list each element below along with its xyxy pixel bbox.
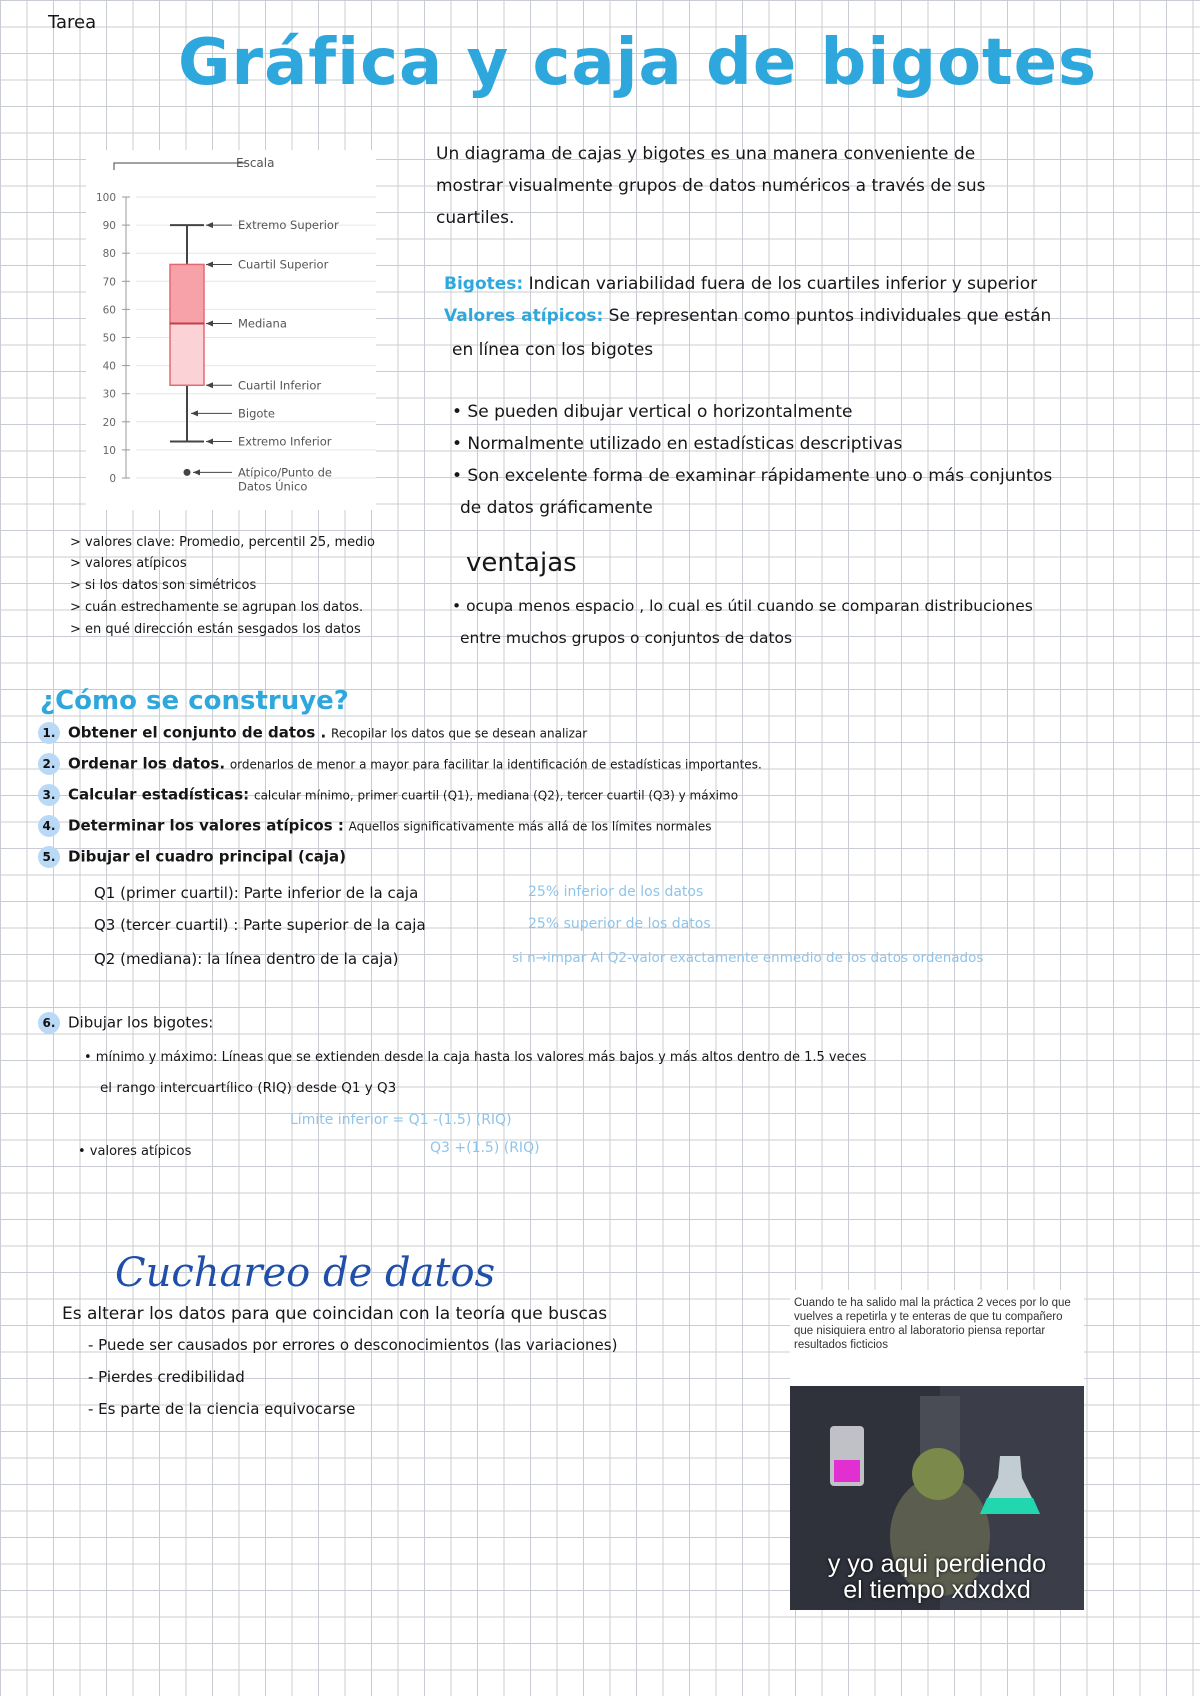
boxplot-figure: [86, 150, 376, 510]
arrow-left-icon: [191, 410, 198, 416]
sub-q1-note: 25% inferior de los datos: [528, 884, 704, 900]
tick-label: 60: [102, 304, 116, 317]
tick-label: 100: [95, 192, 116, 204]
bullet-1: • Se pueden dibujar vertical o horizontalmente: [452, 402, 853, 422]
step-4-title: Determinar los valores atípicos :: [68, 816, 344, 835]
step-2-number: 2.: [38, 753, 60, 775]
step-6-outliers: • valores atípicos: [78, 1144, 192, 1159]
step-1-number: 1.: [38, 722, 60, 744]
tick-label: 20: [102, 416, 116, 429]
def-atipicos-label: Valores atípicos:: [444, 306, 604, 326]
step-3-title: Calcular estadísticas:: [68, 785, 250, 804]
bullet-3: • Son excelente forma de examinar rápidamente uno o más conjuntos: [452, 466, 1053, 486]
tick-label: 50: [102, 332, 116, 345]
note-4: > cuán estrechamente se agrupan los datos.: [70, 600, 364, 615]
ventajas-line-2: entre muchos grupos o conjuntos de datos: [460, 629, 793, 647]
scale-arrow-icon: [114, 163, 246, 170]
arrow-left-icon: [206, 320, 213, 326]
boxplot-outlier-point: [184, 469, 191, 476]
step-2-text: ordenarlos de menor a mayor para facilitar la identificación de estadísticas importantes.: [229, 757, 762, 772]
step-4-number: 4.: [38, 815, 60, 837]
bullet-3-cont: de datos gráficamente: [460, 498, 653, 518]
note-3: > si los datos son simétricos: [70, 578, 257, 593]
step-2-title: Ordenar los datos.: [68, 754, 226, 773]
cuchareo-heading: Cuchareo de datos: [115, 1250, 496, 1296]
scale-label: Escala: [236, 156, 275, 170]
label-cuartil-superior: Cuartil Superior: [238, 257, 329, 272]
meme-image: [790, 1386, 1084, 1610]
def-bigotes: [444, 268, 1037, 300]
boxplot-box-upper: [170, 264, 204, 323]
ventajas-line-1: • ocupa menos espacio , lo cual es útil cuando se comparan distribuciones: [452, 597, 1033, 615]
meme-text-2: el tiempo xdxdxd: [843, 1576, 1031, 1604]
step-3-number: 3.: [38, 784, 60, 806]
note-2: > valores atípicos: [70, 556, 187, 571]
character-head: [912, 1448, 964, 1500]
def-atipicos-text-2: en línea con los bigotes: [452, 340, 654, 360]
step-6-line-2: el rango intercuartílico (RIQ) desde Q1 y Q3: [100, 1080, 397, 1096]
cuchareo-item-2: - Pierdes credibilidad: [88, 1368, 245, 1386]
arrow-left-icon: [206, 438, 213, 444]
boxplot-svg: [86, 150, 376, 510]
def-atipicos-text: Se representan como puntos individuales que están: [608, 306, 1052, 326]
tick-label: 40: [102, 360, 116, 373]
sub-q3-note: 25% superior de los datos: [528, 916, 711, 932]
cuchareo-item-3: - Es parte de la ciencia equivocarse: [88, 1400, 356, 1418]
label-extremo-superior: Extremo Superior: [238, 218, 339, 233]
tick-label: 90: [102, 220, 116, 233]
step-3-text: calcular mínimo, primer cuartil (Q1), mediana (Q2), tercer cuartil (Q3) y máximo: [253, 788, 739, 803]
meme-text-1: y yo aqui perdiendo: [827, 1550, 1047, 1578]
tick-label: 10: [102, 444, 116, 457]
tick-label: 0: [109, 473, 116, 485]
step-4-text: Aquellos significativamente más allá de los límites normales: [348, 819, 712, 834]
step-6-number: 6.: [38, 1012, 60, 1034]
page-title: Gráfica y caja de bigotes: [178, 26, 1098, 100]
bullet-2: • Normalmente utilizado en estadísticas descriptivas: [452, 434, 903, 454]
cuchareo-line-1: Es alterar los datos para que coincidan con la teoría que buscas: [62, 1304, 608, 1324]
step-3: [38, 784, 738, 806]
step-5-number: 5.: [38, 846, 60, 868]
def-bigotes-label: Bigotes:: [444, 274, 524, 294]
def-bigotes-text: Indican variabilidad fuera de los cuartiles inferior y superior: [528, 274, 1038, 294]
step-2: [38, 753, 762, 775]
label-mediana: Mediana: [238, 316, 287, 331]
step-6-title: Dibujar los bigotes:: [68, 1013, 214, 1032]
step-1-text: Recopilar los datos que se desean analizar: [331, 726, 588, 741]
arrow-left-icon: [206, 261, 213, 267]
boxplot-box-lower: [170, 323, 204, 385]
tick-label: 70: [102, 276, 116, 289]
sub-q1: Q1 (primer cuartil): Parte inferior de la caja: [94, 884, 419, 902]
limit-upper: Q3 +(1.5) (RIQ): [430, 1140, 540, 1156]
arrow-left-icon: [206, 382, 213, 388]
step-1: [38, 722, 587, 744]
step-1-title: Obtener el conjunto de datos .: [68, 723, 327, 742]
ventajas-heading: ventajas: [466, 548, 577, 578]
intro-line-1: Un diagrama de cajas y bigotes es una manera conveniente de: [436, 144, 976, 164]
liquid-pink: [834, 1460, 860, 1482]
arrow-left-icon: [206, 222, 213, 228]
header-label: Tarea: [48, 12, 97, 33]
limit-lower: Límite inferior = Q1 -(1.5) (RIQ): [290, 1112, 512, 1128]
intro-line-2: mostrar visualmente grupos de datos numéricos a través de sus: [436, 176, 986, 196]
label-cuartil-inferior: Cuartil Inferior: [238, 378, 322, 393]
note-1: > valores clave: Promedio, percentil 25, medio: [70, 535, 375, 550]
intro-line-3: cuartiles.: [436, 208, 515, 228]
step-6-line-1: • mínimo y máximo: Líneas que se extienden desde la caja hasta los valores más bajos y más altos dentro de 1.5 veces: [84, 1050, 867, 1065]
sub-q2: Q2 (mediana): la línea dentro de la caja): [94, 950, 399, 968]
sub-q3: Q3 (tercer cuartil) : Parte superior de la caja: [94, 916, 426, 934]
def-atipicos: [444, 300, 1051, 332]
sub-q2-note: si n→impar Al Q2-valor exactamente enmedio de los datos ordenados: [512, 950, 984, 966]
arrow-left-icon: [193, 469, 200, 475]
note-5: > en qué dirección están sesgados los datos: [70, 622, 361, 637]
label-datos-unico: Datos Único: [238, 479, 308, 494]
meme-caption: Cuando te ha salido mal la práctica 2 veces por lo que vuelves a repetirla y te enteras de que tu compañero que nisiquiera entro al laboratorio piensa reportar resultados ficticios: [794, 1297, 1071, 1351]
tick-label: 30: [102, 388, 116, 401]
liquid-teal: [980, 1498, 1040, 1514]
step-4: [38, 815, 711, 837]
label-bigote: Bigote: [238, 406, 276, 421]
label-atipico: Atípico/Punto de: [238, 465, 332, 480]
step-6: [38, 1012, 213, 1034]
step-5: [38, 846, 346, 868]
tick-label: 80: [102, 248, 116, 261]
meme-card: [790, 1290, 1084, 1610]
howto-heading: ¿Cómo se construye?: [40, 686, 349, 716]
cuchareo-item-1: - Puede ser causados por errores o desconocimientos (las variaciones): [88, 1336, 618, 1354]
step-5-title: Dibujar el cuadro principal (caja): [68, 847, 346, 866]
label-extremo-inferior: Extremo Inferior: [238, 434, 332, 449]
